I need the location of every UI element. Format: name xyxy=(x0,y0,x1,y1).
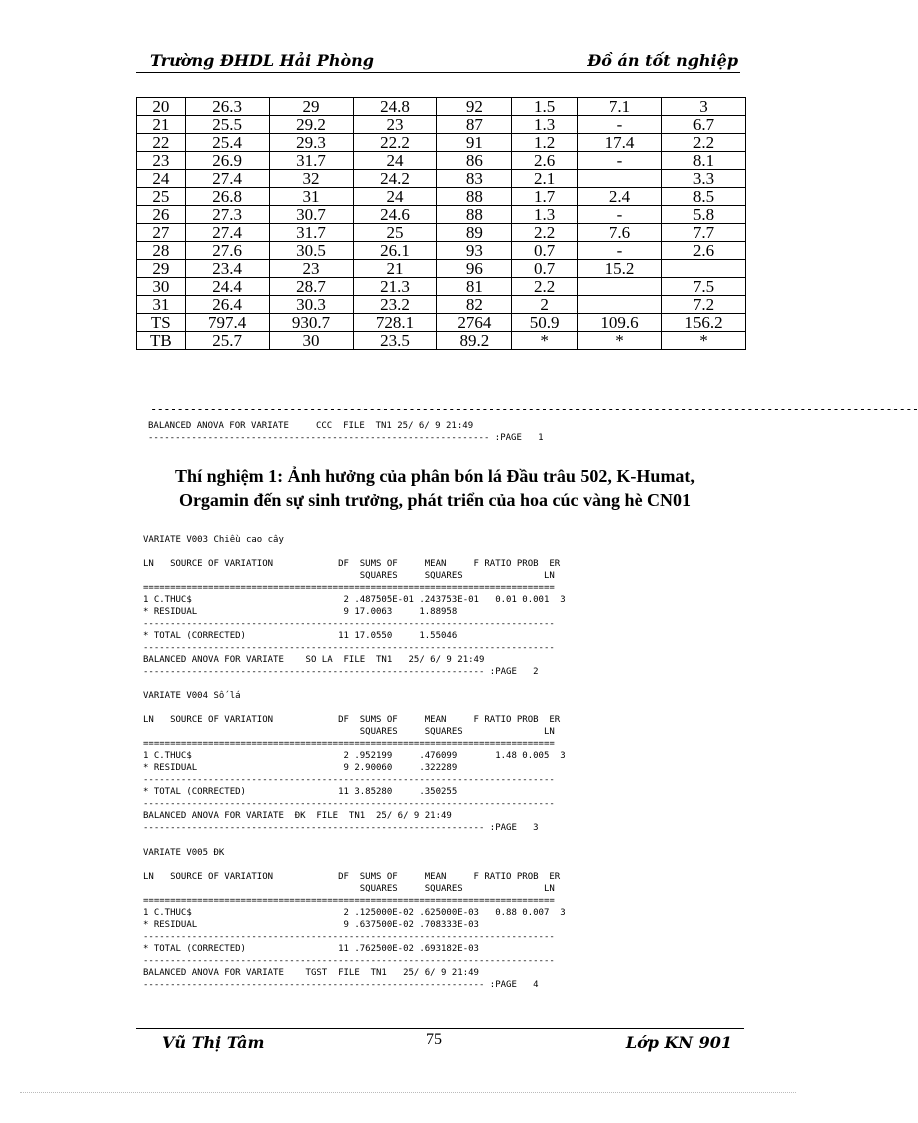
anova-block-v004: VARIATE V004 Số lá LN SOURCE OF VARIATION DF SUMS OF MEAN F RATIO PROB ER SQUARES SQUARES LN ============================================================================ 1 C.THUC$ 2 .952199 .476099 1.48 0.005 3 * RESIDUAL 9 2.90060 .322289 ---------------------------------------------------------------------------- * TOTAL (CORRECTED) 11 3.85280 .350255 ---------------------------------------------------------------------------- BALANCED ANOVA FOR VARIATE ĐK FILE TN1 25/ 6/ 9 21:49 --------------------------------------------------------------- :PAGE 3 xyxy=(143,691,566,833)
table-cell xyxy=(578,278,662,296)
anova-intro: BALANCED ANOVA FOR VARIATE CCC FILE TN1 25/ 6/ 9 21:49 --------------------------------------------------------------- :PAGE 1 xyxy=(148,421,544,443)
table-cell xyxy=(578,296,662,314)
table-cell: 83 xyxy=(437,170,512,188)
table-cell: 930.7 xyxy=(269,314,353,332)
table-cell: 1.3 xyxy=(512,116,578,134)
table-cell: 28 xyxy=(137,242,186,260)
table-cell: TB xyxy=(137,332,186,350)
table-cell: 2.1 xyxy=(512,170,578,188)
table-cell: 1.3 xyxy=(512,206,578,224)
table-cell: 25.5 xyxy=(185,116,269,134)
table-cell: 156.2 xyxy=(661,314,745,332)
table-cell: 31.7 xyxy=(269,224,353,242)
table-cell: 81 xyxy=(437,278,512,296)
table-cell: 27 xyxy=(137,224,186,242)
table-cell: 93 xyxy=(437,242,512,260)
table-cell: 26.4 xyxy=(185,296,269,314)
table-cell: 89 xyxy=(437,224,512,242)
table-cell: 3 xyxy=(661,98,745,116)
table-cell: 21 xyxy=(353,260,437,278)
table-cell: 88 xyxy=(437,188,512,206)
table-cell: 8.5 xyxy=(661,188,745,206)
table-cell: 24 xyxy=(137,170,186,188)
table-cell: 7.7 xyxy=(661,224,745,242)
table-cell: 25.4 xyxy=(185,134,269,152)
page-number: 75 xyxy=(426,1031,442,1048)
table-cell: 25.7 xyxy=(185,332,269,350)
table-cell: 23.4 xyxy=(185,260,269,278)
table-cell: 26.9 xyxy=(185,152,269,170)
table-cell: * xyxy=(661,332,745,350)
table-cell: 20 xyxy=(137,98,186,116)
table-cell: 728.1 xyxy=(353,314,437,332)
table-cell: 21.3 xyxy=(353,278,437,296)
table-cell: 2 xyxy=(512,296,578,314)
experiment-title-line1: Thí nghiệm 1: Ảnh hưởng của phân bón lá Đầu trâu 502, K-Humat, xyxy=(175,466,695,486)
table-cell: 2.6 xyxy=(661,242,745,260)
class-name: Lớp KN 901 xyxy=(625,1033,732,1052)
table-cell: 7.2 xyxy=(661,296,745,314)
table-cell: 26.3 xyxy=(185,98,269,116)
table-cell: 27.3 xyxy=(185,206,269,224)
table-cell xyxy=(578,170,662,188)
table-cell: 31 xyxy=(137,296,186,314)
table-row xyxy=(137,206,746,224)
table-cell: 29.3 xyxy=(269,134,353,152)
table-cell: 23.5 xyxy=(353,332,437,350)
table-cell: 23 xyxy=(137,152,186,170)
table-cell: - xyxy=(578,152,662,170)
table-cell: 26.8 xyxy=(185,188,269,206)
table-cell: - xyxy=(578,116,662,134)
page-footer xyxy=(136,1028,744,1052)
table-cell: - xyxy=(578,242,662,260)
table-row xyxy=(137,170,746,188)
table-row xyxy=(137,260,746,278)
table-row xyxy=(137,134,746,152)
table-cell: 15.2 xyxy=(578,260,662,278)
table-cell: 30 xyxy=(269,332,353,350)
table-cell: 1.2 xyxy=(512,134,578,152)
table-cell: 31.7 xyxy=(269,152,353,170)
table-cell: 24 xyxy=(353,188,437,206)
table-cell: 31 xyxy=(269,188,353,206)
table-cell: 27.4 xyxy=(185,170,269,188)
table-cell: 7.1 xyxy=(578,98,662,116)
table-row xyxy=(137,332,746,350)
table-cell: 2.6 xyxy=(512,152,578,170)
table-cell: 1.7 xyxy=(512,188,578,206)
table-cell: 27.6 xyxy=(185,242,269,260)
table-cell: 109.6 xyxy=(578,314,662,332)
table-cell: 27.4 xyxy=(185,224,269,242)
table-cell: * xyxy=(578,332,662,350)
table-cell: 8.1 xyxy=(661,152,745,170)
table-cell: 24.4 xyxy=(185,278,269,296)
table-cell: 2764 xyxy=(437,314,512,332)
school-name: Trường ĐHDL Hải Phòng xyxy=(150,51,374,70)
table-cell: 92 xyxy=(437,98,512,116)
table-cell: TS xyxy=(137,314,186,332)
table-cell: 25 xyxy=(353,224,437,242)
table-cell: 30.3 xyxy=(269,296,353,314)
table-cell: 29 xyxy=(269,98,353,116)
table-cell: 29.2 xyxy=(269,116,353,134)
page-header xyxy=(136,50,740,73)
table-cell: 7.6 xyxy=(578,224,662,242)
experiment-title-line2: Orgamin đến sự sinh trưởng, phát triển của hoa cúc vàng hè CN01 xyxy=(178,490,692,510)
table-cell: 30 xyxy=(137,278,186,296)
table-row xyxy=(137,224,746,242)
table-cell xyxy=(661,260,745,278)
table-cell: 30.5 xyxy=(269,242,353,260)
table-cell: 25 xyxy=(137,188,186,206)
document-type: Đồ án tốt nghiệp xyxy=(587,51,738,70)
separator-dashes: -------------------------------------------------------------------------------------------------------------------- xyxy=(150,402,918,416)
table-cell: 87 xyxy=(437,116,512,134)
table-cell: 24 xyxy=(353,152,437,170)
table-cell: 21 xyxy=(137,116,186,134)
table-cell: 0.7 xyxy=(512,242,578,260)
table-cell: 24.2 xyxy=(353,170,437,188)
table-cell: 32 xyxy=(269,170,353,188)
table-cell: 797.4 xyxy=(185,314,269,332)
table-row xyxy=(137,188,746,206)
table-cell: 86 xyxy=(437,152,512,170)
table-cell: 89.2 xyxy=(437,332,512,350)
table-row xyxy=(137,314,746,332)
table-cell: - xyxy=(578,206,662,224)
table-cell: 82 xyxy=(437,296,512,314)
table-cell: 22.2 xyxy=(353,134,437,152)
table-cell: 2.2 xyxy=(512,278,578,296)
table-cell: 88 xyxy=(437,206,512,224)
table-cell: 24.8 xyxy=(353,98,437,116)
table-cell: 91 xyxy=(437,134,512,152)
table-cell: 7.5 xyxy=(661,278,745,296)
table-row xyxy=(137,296,746,314)
table-cell: 17.4 xyxy=(578,134,662,152)
table-cell: 1.5 xyxy=(512,98,578,116)
table-cell: 28.7 xyxy=(269,278,353,296)
table-cell: 5.8 xyxy=(661,206,745,224)
table-cell: 96 xyxy=(437,260,512,278)
table-cell: 23 xyxy=(353,116,437,134)
table-row xyxy=(137,278,746,296)
table-cell: 0.7 xyxy=(512,260,578,278)
table-row xyxy=(137,152,746,170)
table-cell: 26.1 xyxy=(353,242,437,260)
table-cell: 50.9 xyxy=(512,314,578,332)
table-cell: 23.2 xyxy=(353,296,437,314)
table-cell: 29 xyxy=(137,260,186,278)
table-cell: 6.7 xyxy=(661,116,745,134)
table-cell: 23 xyxy=(269,260,353,278)
table-row xyxy=(137,98,746,116)
page-bottom-divider xyxy=(20,1092,796,1093)
author-name: Vũ Thị Tâm xyxy=(162,1033,265,1052)
anova-block-v003: VARIATE V003 Chiều cao cây LN SOURCE OF VARIATION DF SUMS OF MEAN F RATIO PROB ER SQUARES SQUARES LN ============================================================================ 1 C.THUC$ 2 .487505E-01 .243753E-01 0.01 0.001 3 * RESIDUAL 9 17.0063 1.88958 ---------------------------------------------------------------------------- * TOTAL (CORRECTED) 11 17.0550 1.55046 ---------------------------------------------------------------------------- BALANCED ANOVA FOR VARIATE SO LA FILE TN1 25/ 6/ 9 21:49 --------------------------------------------------------------- :PAGE 2 xyxy=(143,535,566,677)
table-cell: 24.6 xyxy=(353,206,437,224)
table-cell: 22 xyxy=(137,134,186,152)
table-cell: 3.3 xyxy=(661,170,745,188)
table-cell: 2.4 xyxy=(578,188,662,206)
table-row xyxy=(137,116,746,134)
experiment-title xyxy=(120,464,750,512)
table-body xyxy=(137,98,746,350)
table-cell: 2.2 xyxy=(661,134,745,152)
table-cell: 2.2 xyxy=(512,224,578,242)
table-cell: 26 xyxy=(137,206,186,224)
anova-block-v005: VARIATE V005 ĐK LN SOURCE OF VARIATION DF SUMS OF MEAN F RATIO PROB ER SQUARES SQUARES LN ============================================================================ 1 C.THUC$ 2 .125000E-02 .625000E-03 0.88 0.007 3 * RESIDUAL 9 .637500E-02 .708333E-03 ---------------------------------------------------------------------------- * TOTAL (CORRECTED) 11 .762500E-02 .693182E-03 ---------------------------------------------------------------------------- BALANCED ANOVA FOR VARIATE TGST FILE TN1 25/ 6/ 9 21:49 --------------------------------------------------------------- :PAGE 4 xyxy=(143,848,566,990)
weather-data-table xyxy=(136,97,746,350)
table-cell: 30.7 xyxy=(269,206,353,224)
table-cell: * xyxy=(512,332,578,350)
table-row xyxy=(137,242,746,260)
